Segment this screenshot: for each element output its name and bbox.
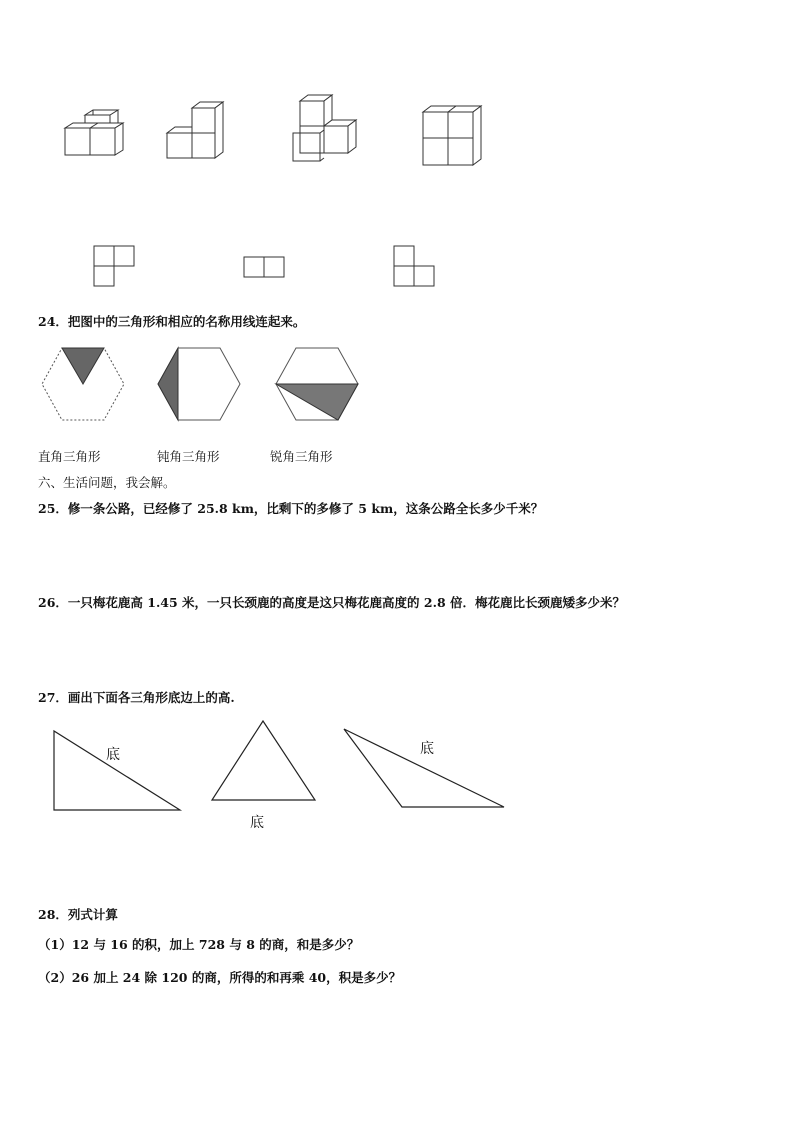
section-6-heading: 六、生活问题，我会解。 [38,475,176,490]
hexagon-figure-2 [156,346,242,422]
triangle-acute [208,718,320,804]
question-28-part-1: （1）12 与 16 的积，加上 728 与 8 的商，和是多少？ [38,937,360,952]
triangle-right [50,728,185,814]
question-25-text: 25．修一条公路，已经修了 25.8 km，比剩下的多修了 5 km，这条公路全长多少千米？ [38,501,544,516]
base-label-3: 底 [420,741,434,757]
view-shape-1 [93,245,138,290]
view-shape-2 [243,256,288,280]
question-28-text: 28．列式计算 [38,907,118,922]
triangle-name-acute: 锐角三角形 [270,449,333,464]
hexagon-figure-1 [40,346,126,422]
view-shape-3 [393,245,438,290]
question-24-text: 24．把图中的三角形和相应的名称用线连起来。 [38,314,306,329]
triangle-name-right: 直角三角形 [38,449,101,464]
cube-figure-3 [290,95,365,163]
base-label-1: 底 [106,747,120,763]
question-26-text: 26．一只梅花鹿高 1.45 米，一只长颈鹿的高度是这只梅花鹿高度的 2.8 倍．梅花鹿比长颈鹿矮多少米？ [38,595,625,610]
question-27-text: 27．画出下面各三角形底边上的高. [38,690,235,705]
cube-figure-1 [60,110,130,160]
cube-figure-4 [418,102,488,168]
hexagon-figure-3 [274,346,360,422]
triangle-name-obtuse: 钝角三角形 [157,449,220,464]
cube-figure-2 [165,100,230,162]
base-label-2: 底 [250,815,264,831]
question-28-part-2: （2）26 加上 24 除 120 的商，所得的和再乘 40，积是多少？ [38,970,402,985]
